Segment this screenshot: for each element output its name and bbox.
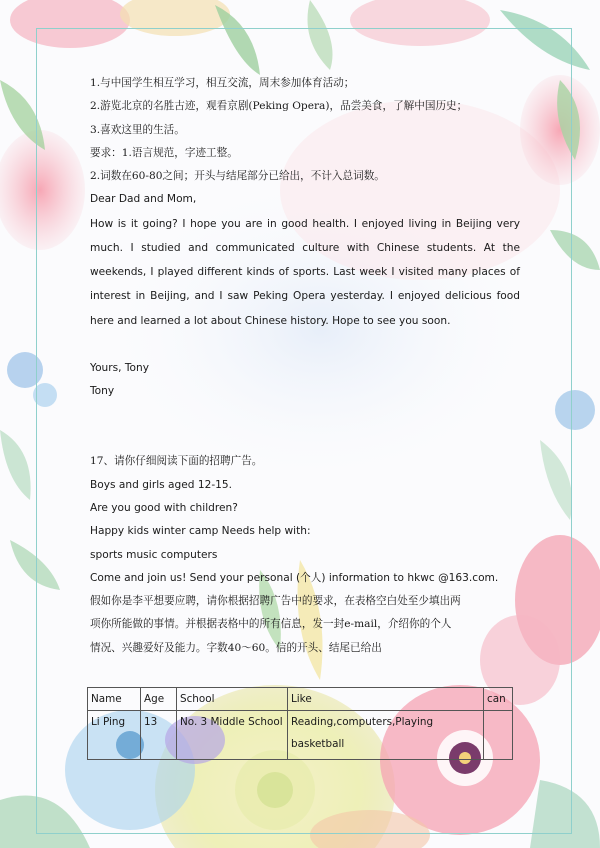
cell-name: Li Ping xyxy=(88,711,141,760)
requirement-1: 1.与中国学生相互学习，相互交流，周末参加体育活动； xyxy=(90,77,355,89)
demand-2: 2.词数在60-80之间；开头与结尾部分已给出，不计入总词数。 xyxy=(90,170,385,183)
ad-line-5: Come and join us! Send your personal (个人) information to hkwc @163.com. xyxy=(90,571,499,584)
letter-body: How is it going? I hope you are in good health. I enjoyed living in Beijing very much. I studied and communicated culture with Chinese students. At the weekends, I played different kinds of sports. Last week I visited many places of interest in Beijing, and I saw Peking Opera yesterday. I enjoyed delicious food here and learned a lot about Chinese history. Hope to see you soon. xyxy=(90,217,520,327)
ad-line-1: Boys and girls aged 12-15. xyxy=(90,478,233,491)
cell-age: 13 xyxy=(141,711,177,760)
header-school: School xyxy=(177,688,288,711)
header-like: Like xyxy=(288,688,484,711)
ad-line-2: Are you good with children? xyxy=(90,501,238,514)
ad-line-3: Happy kids winter camp Needs help with: xyxy=(90,525,311,538)
header-name: Name xyxy=(88,688,141,711)
cell-like-line-1: Reading,computers,Playing xyxy=(291,716,434,728)
instruction-line-3: 情况、兴趣爱好及能力。字数40～60。信的开头、结尾已给出 xyxy=(90,641,382,654)
table-row xyxy=(88,711,513,760)
instruction-line-1: 假如你是李平想要应聘，请你根据招聘广告中的要求，在表格空白处至少填出两 xyxy=(90,595,461,608)
document-body xyxy=(90,72,520,660)
header-can: can xyxy=(484,688,513,711)
requirement-2: 2.游览北京的名胜古迹，观看京剧(Peking Opera)，品尝美食，了解中国历史； xyxy=(90,100,468,113)
header-age: Age xyxy=(141,688,177,711)
instruction-line-2: 项你所能做的事情。并根据表格中的所有信息，发一封e-mail，介绍你的个人 xyxy=(90,618,452,631)
cell-like xyxy=(288,711,484,760)
table-header-row xyxy=(88,688,513,711)
info-table xyxy=(87,687,513,760)
requirement-3: 3.喜欢这里的生活。 xyxy=(90,123,185,136)
demand-1: 要求：1.语言规范，字迹工整。 xyxy=(90,146,238,159)
ad-line-4: sports music computers xyxy=(90,548,218,561)
cell-school: No. 3 Middle School xyxy=(177,711,288,760)
letter-closing: Yours, Tony xyxy=(90,361,150,374)
cell-can[interactable] xyxy=(484,711,513,760)
letter-greeting: Dear Dad and Mom, xyxy=(90,193,197,206)
letter-signature: Tony xyxy=(90,385,115,398)
question-title: 17、请你仔细阅读下面的招聘广告。 xyxy=(90,455,263,468)
cell-like-line-2: basketball xyxy=(291,738,345,750)
